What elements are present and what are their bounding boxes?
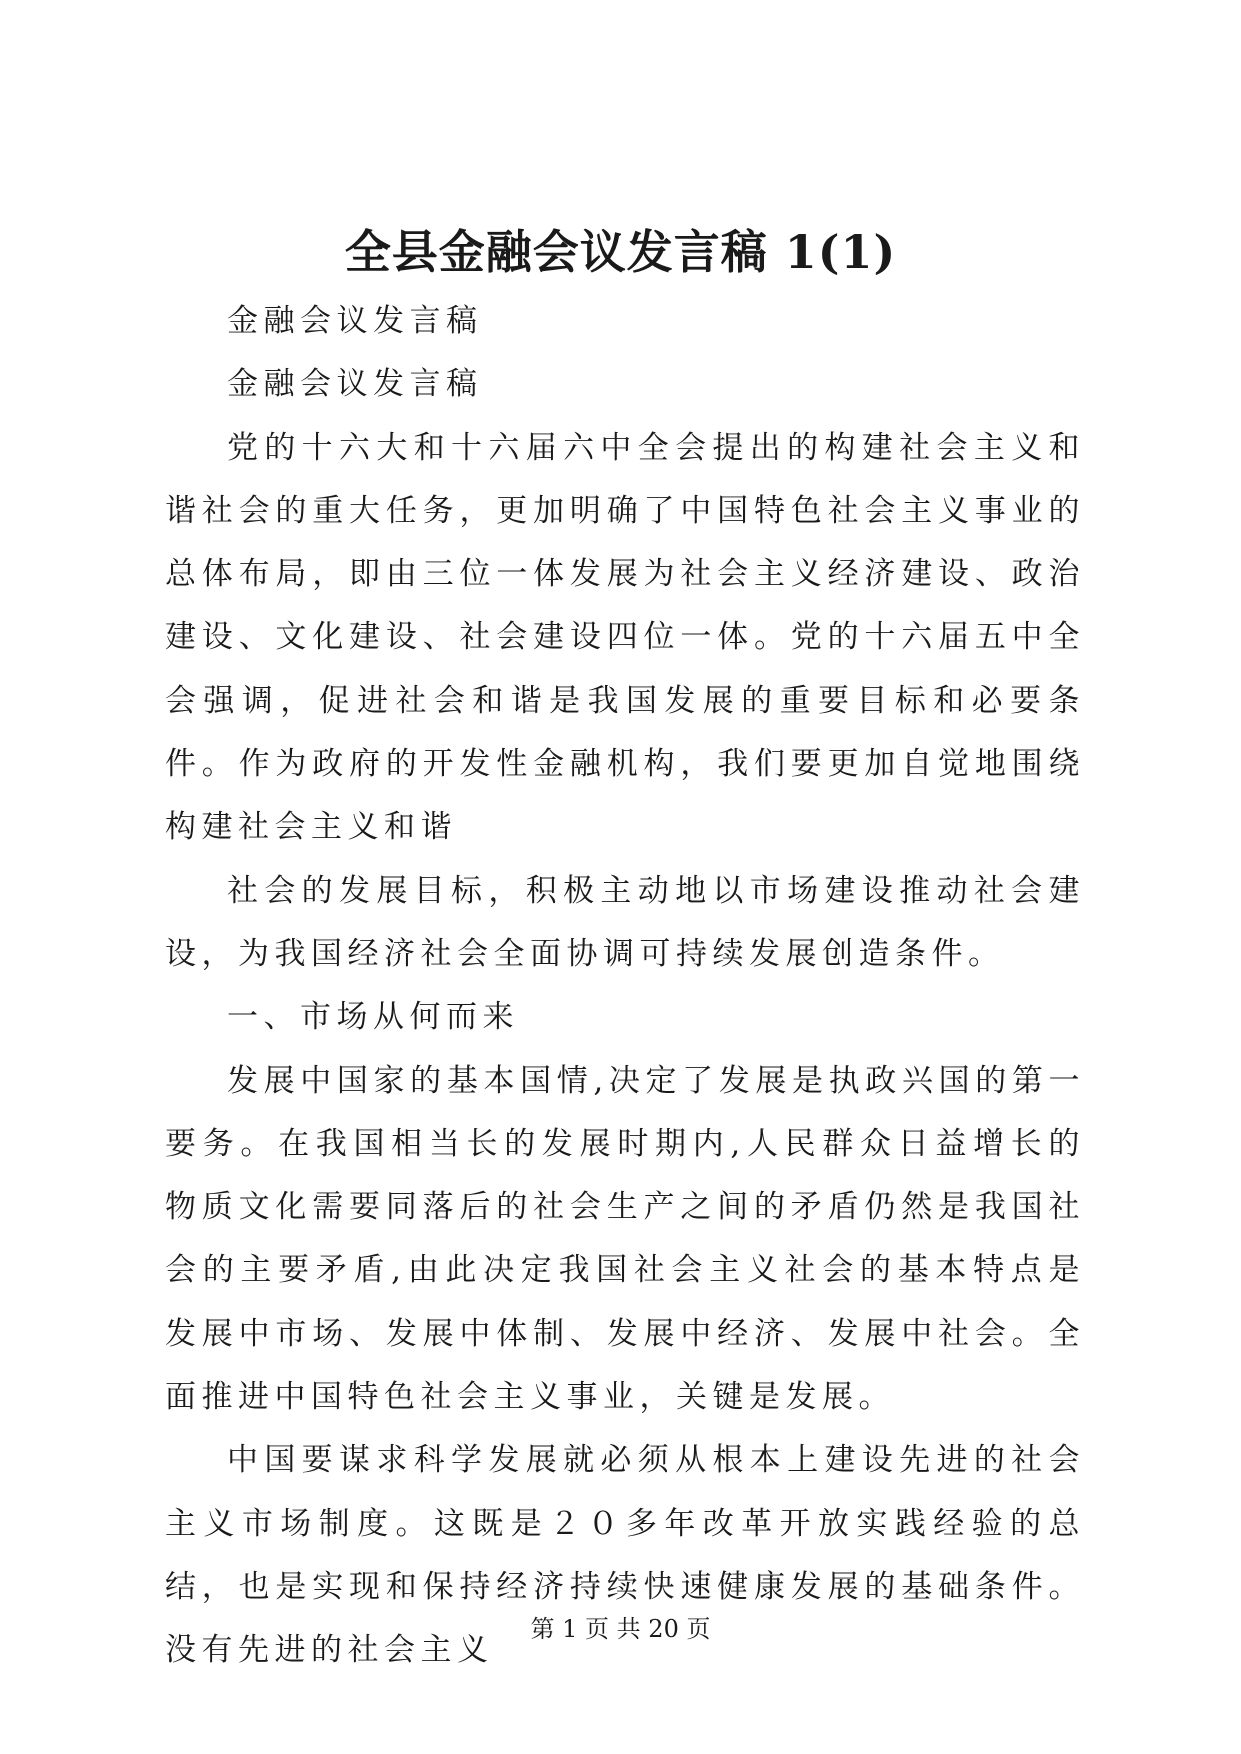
paragraph: 社会的发展目标，积极主动地以市场建设推动社会建设，为我国经济社会全面协调可持续发展创造条件。 <box>165 872 1085 972</box>
page-footer: 第 1 页 共 20 页 <box>530 1615 711 1643</box>
paragraph: 中国要谋求科学发展就必须从根本上建设先进的社会主义市场制度。这既是２０多年改革开放实践经验的总结，也是实现和保持经济持续快速健康发展的基础条件。没有先进的社会主义 <box>165 1442 1085 1669</box>
paragraph: 发展中国家的基本国情,决定了发展是执政兴国的第一要务。在我国相当长的发展时期内,人民群众日益增长的物质文化需要同落后的社会生产之间的矛盾仍然是我国社会的主要矛盾,由此决定我国社会主义社会的基本特点是发展中市场、发展中体制、发展中经济、发展中社会。全面推进中国特色社会主义事业，关键是发展。 <box>165 1062 1085 1416</box>
document-body <box>165 290 1085 1683</box>
paragraph: 党的十六大和十六届六中全会提出的构建社会主义和谐社会的重大任务，更加明确了中国特色社会主义事业的总体布局，即由三位一体发展为社会主义经济建设、政治建设、文化建设、社会建设四位一体。党的十六届五中全会强调，促进社会和谐是我国发展的重要目标和必要条件。作为政府的开发性金融机构，我们要更加自觉地围绕构建社会主义和谐 <box>165 429 1085 846</box>
paragraph: 金融会议发言稿 <box>227 303 483 339</box>
paragraph: 金融会议发言稿 <box>227 366 483 403</box>
document-title: 全县金融会议发言稿 1(1) <box>344 225 897 279</box>
section-heading: 一、市场从何而来 <box>227 999 519 1036</box>
